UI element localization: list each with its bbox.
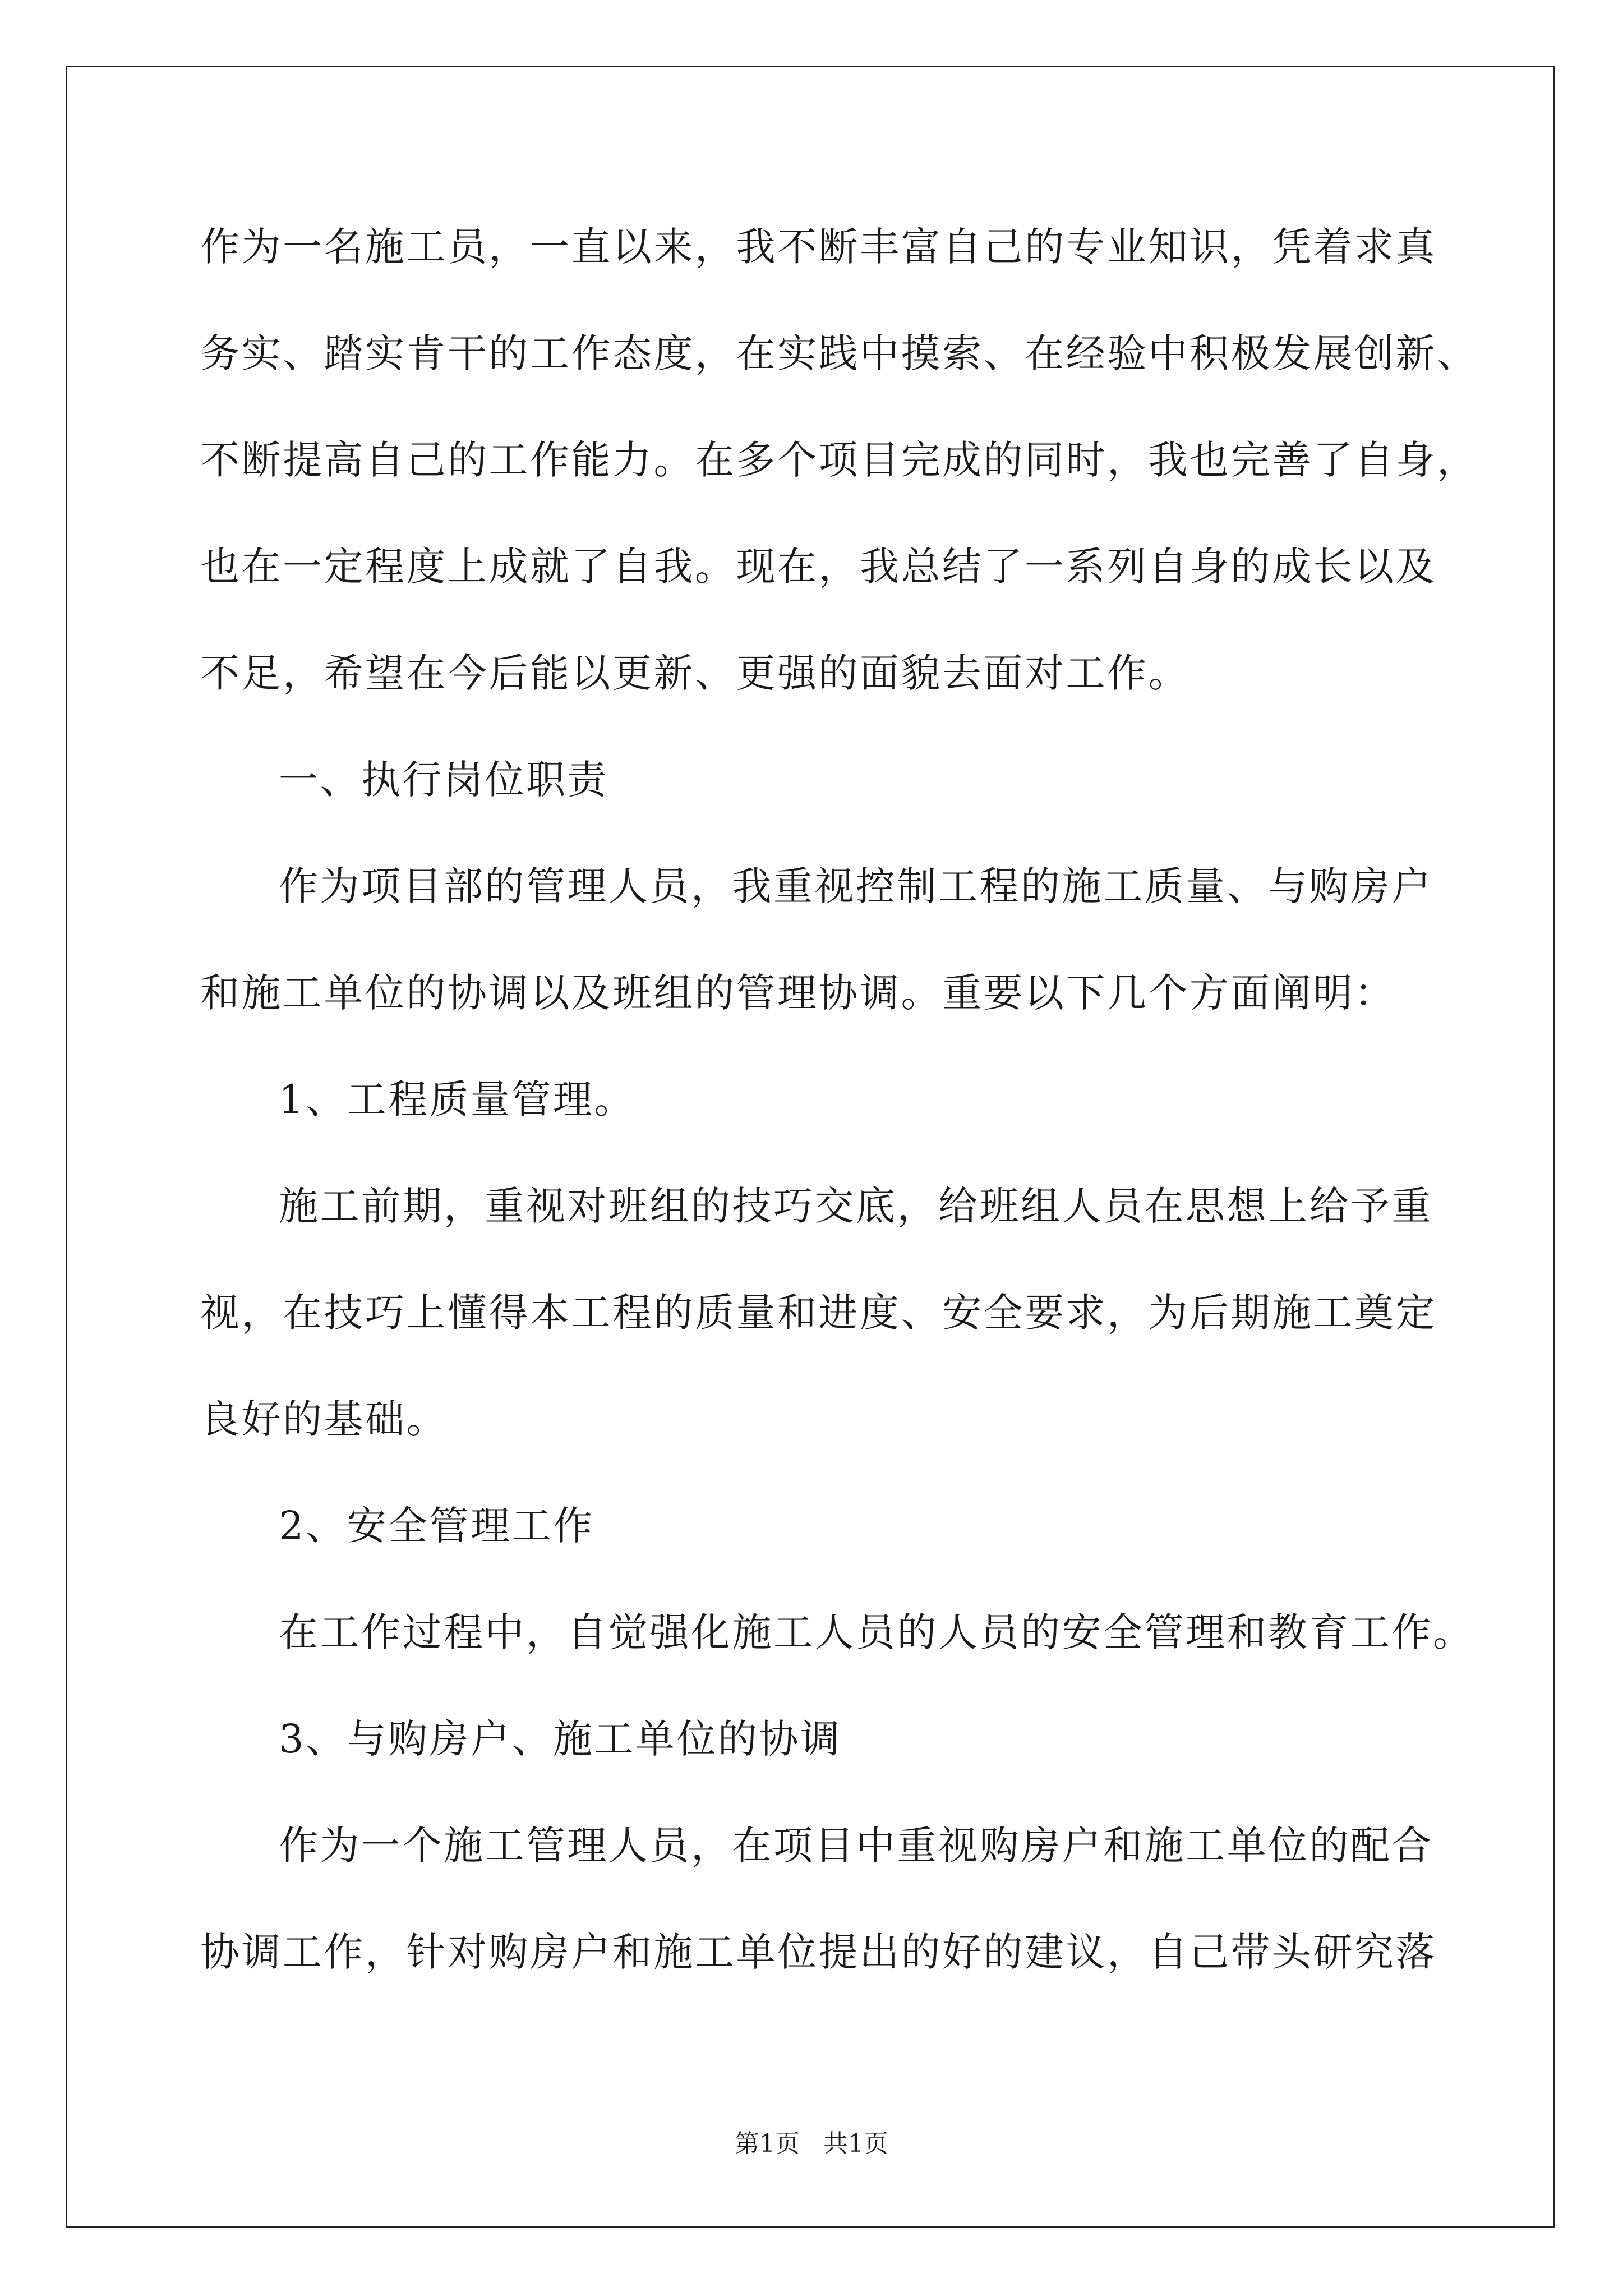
section-heading: 一、执行岗位职责 (279, 757, 608, 803)
text-line: 也在一定程度上成就了自我。现在，我总结了一系列自身的成长以及 (200, 544, 1437, 590)
subsection-heading: 3、与购房户、施工单位的协调 (279, 1716, 842, 1762)
text-line: 不断提高自己的工作能力。在多个项目完成的同时，我也完善了自身， (200, 437, 1478, 483)
text-line: 作为一个施工管理人员，在项目中重视购房户和施工单位的配合 (279, 1823, 1433, 1869)
text-line: 作为项目部的管理人员，我重视控制工程的施工质量、与购房户 (279, 863, 1433, 909)
text-line: 在工作过程中，自觉强化施工人员的人员的安全管理和教育工作。 (279, 1609, 1474, 1655)
text-line: 协调工作，针对购房户和施工单位提出的好的建议，自己带头研究落 (200, 1929, 1437, 1975)
text-line: 良好的基础。 (200, 1396, 448, 1442)
text-line: 务实、踏实肯干的工作态度，在实践中摸索、在经验中积极发展创新、 (200, 330, 1478, 376)
page-footer (0, 2127, 1623, 2161)
subsection-heading: 2、安全管理工作 (279, 1503, 594, 1549)
page-border (66, 66, 1555, 2228)
text-line: 施工前期，重视对班组的技巧交底，给班组人员在思想上给予重 (279, 1183, 1433, 1229)
text-line: 不足，希望在今后能以更新、更强的面貌去面对工作。 (200, 650, 1189, 696)
text-line: 视，在技巧上懂得本工程的质量和进度、安全要求，为后期施工奠定 (200, 1290, 1437, 1336)
text-line: 和施工单位的协调以及班组的管理协调。重要以下几个方面阐明： (200, 970, 1396, 1016)
page-number: 第1页 共1页 (735, 2129, 888, 2158)
subsection-heading: 1、工程质量管理。 (279, 1076, 636, 1122)
text-line: 作为一名施工员，一直以来，我不断丰富自己的专业知识，凭着求真 (200, 224, 1437, 270)
